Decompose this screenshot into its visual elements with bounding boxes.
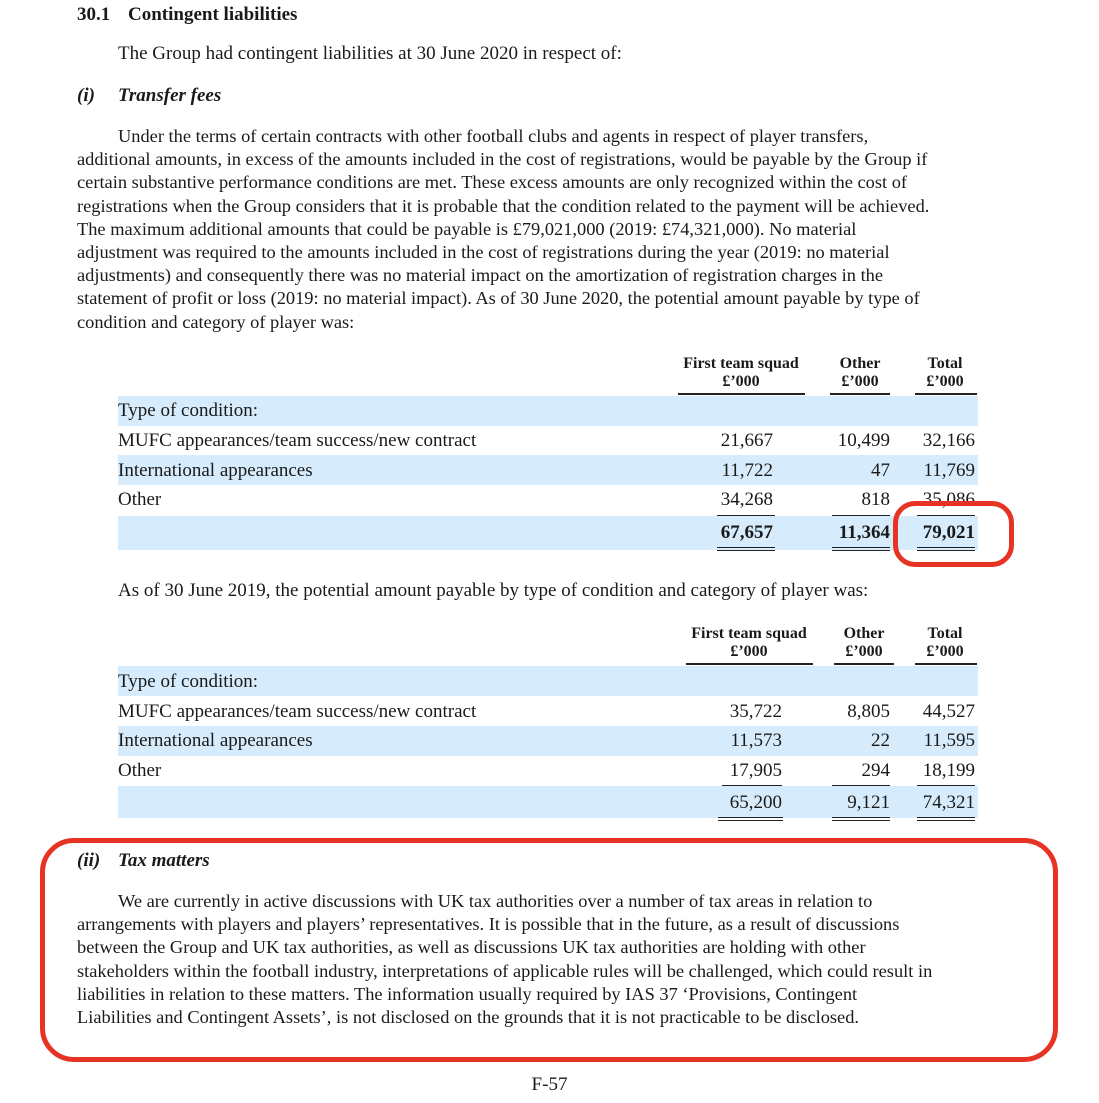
col-header-text: Total bbox=[927, 355, 963, 372]
total-other: 11,364 bbox=[838, 522, 890, 543]
cell-total: 18,199 bbox=[922, 760, 975, 781]
cell-other: 10,499 bbox=[837, 430, 890, 451]
paragraph-line: registrations when the Group considers that it is probable that the condition related to the payment will be achieved. bbox=[77, 195, 930, 216]
cell-first-team: 34,268 bbox=[720, 489, 773, 510]
header-rule bbox=[830, 393, 890, 395]
page-number: F-57 bbox=[531, 1074, 568, 1095]
paragraph-line: additional amounts, in excess of the amounts included in the cost of registrations, would be payable by the Group if bbox=[77, 149, 928, 170]
header-rule bbox=[686, 663, 813, 665]
paragraph-line: between the Group and UK tax authorities, as well as discussions UK tax authorities are holding with other bbox=[77, 937, 866, 958]
type-of-condition-label: Type of condition: bbox=[118, 400, 259, 421]
paragraph-line: condition and category of player was: bbox=[77, 311, 355, 332]
col-header-first-team bbox=[672, 355, 810, 391]
header-rule bbox=[834, 663, 894, 665]
section-title-text: Contingent liabilities bbox=[128, 4, 298, 25]
row-label: MUFC appearances/team success/new contract bbox=[118, 701, 477, 722]
sum-rule bbox=[832, 515, 890, 516]
col-header-unit: £’000 bbox=[841, 373, 879, 390]
cell-total: 32,166 bbox=[922, 430, 975, 451]
cell-other: 8,805 bbox=[847, 701, 890, 722]
paragraph-line: adjustment was required to the amounts included in the cost of registrations during the year (2019: no material bbox=[77, 242, 890, 263]
highlight-oval bbox=[893, 501, 1014, 567]
cell-other: 294 bbox=[861, 760, 890, 781]
col-header-unit: £’000 bbox=[730, 643, 768, 660]
col-header-text: First team squad bbox=[691, 625, 807, 642]
cell-other: 47 bbox=[871, 460, 890, 481]
col-header-text: First team squad bbox=[683, 355, 799, 372]
cell-total: 44,527 bbox=[922, 701, 975, 722]
header-rule bbox=[915, 393, 977, 395]
paragraph-line: certain substantive performance conditions are met. These excess amounts are only recognized within the cost of bbox=[77, 172, 908, 193]
cell-total: 11,769 bbox=[923, 460, 975, 481]
total-other: 9,121 bbox=[847, 792, 890, 813]
section-intro: The Group had contingent liabilities at 30 June 2020 in respect of: bbox=[118, 43, 622, 64]
cell-first-team: 11,722 bbox=[721, 460, 773, 481]
transfer-fees-title: Transfer fees bbox=[118, 85, 222, 106]
header-rule bbox=[678, 393, 805, 395]
paragraph-line: stakeholders within the football industry, interpretations of applicable rules will be challenged, which could result in bbox=[77, 960, 933, 981]
total-double-rule bbox=[832, 547, 890, 551]
paragraph-line: liabilities in relation to these matters. The information usually required by IAS 37 ‘Provisions, Contingent bbox=[77, 983, 858, 1004]
total-first-team: 65,200 bbox=[729, 792, 782, 813]
paragraph-line: statement of profit or loss (2019: no material impact). As of 30 June 2020, the potential amount payable by type of bbox=[77, 288, 920, 309]
total-double-rule bbox=[917, 817, 975, 821]
paragraph-line: Liabilities and Contingent Assets’, is not disclosed on the grounds that it is not practicable to be disclosed. bbox=[77, 1007, 859, 1028]
paragraph-line: The maximum additional amounts that could be payable is £79,021,000 (2019: £74,321,000). No material bbox=[77, 218, 857, 239]
col-header-other bbox=[834, 625, 894, 661]
paragraph-line: We are currently in active discussions with UK tax authorities over a number of tax areas in relation to bbox=[118, 891, 873, 911]
row-label: Other bbox=[118, 760, 162, 781]
col-header-first-team bbox=[680, 625, 818, 661]
cell-first-team: 17,905 bbox=[729, 760, 782, 781]
transfer-fees-number: (i) bbox=[77, 85, 95, 106]
total-double-rule bbox=[832, 817, 890, 821]
tax-matters-title: Tax matters bbox=[118, 850, 210, 871]
col-header-unit: £’000 bbox=[926, 643, 964, 660]
total-double-rule bbox=[717, 547, 775, 551]
row-label: International appearances bbox=[118, 460, 313, 481]
mid-text: As of 30 June 2019, the potential amount payable by type of condition and category of player was: bbox=[118, 580, 869, 601]
cell-other: 22 bbox=[871, 730, 890, 751]
section-number: 30.1 bbox=[77, 4, 111, 25]
paragraph-line: arrangements with players and players’ representatives. It is possible that in the future, as a result of discussions bbox=[77, 914, 900, 935]
paragraph-line: Under the terms of certain contracts with other football clubs and agents in respect of player transfers, bbox=[118, 126, 869, 146]
col-header-unit: £’000 bbox=[722, 373, 760, 390]
total-first-team: 67,657 bbox=[720, 522, 773, 543]
row-label: MUFC appearances/team success/new contract bbox=[118, 430, 477, 451]
transfer-fees-heading bbox=[77, 85, 221, 107]
transfer-fees-paragraph bbox=[77, 125, 1027, 334]
col-header-text: Total bbox=[927, 625, 963, 642]
cell-first-team: 21,667 bbox=[720, 430, 773, 451]
sum-rule bbox=[832, 785, 890, 786]
cell-first-team: 35,722 bbox=[729, 701, 782, 722]
cell-first-team: 11,573 bbox=[730, 730, 782, 751]
row-label: International appearances bbox=[118, 730, 313, 751]
tax-matters-number: (ii) bbox=[77, 850, 101, 871]
total-grand: 79,021 bbox=[922, 522, 975, 543]
sum-rule bbox=[717, 515, 775, 516]
paragraph-line: adjustments) and consequently there was no material impact on the amortization of registration charges in the bbox=[77, 265, 884, 286]
row-label: Other bbox=[118, 489, 162, 510]
sum-rule bbox=[917, 785, 975, 786]
col-header-total bbox=[915, 355, 975, 391]
sum-rule bbox=[722, 785, 782, 786]
highlight-box bbox=[40, 838, 1058, 1062]
col-header-unit: £’000 bbox=[926, 373, 964, 390]
cell-total: 11,595 bbox=[923, 730, 975, 751]
section-title bbox=[77, 4, 297, 26]
col-header-other bbox=[830, 355, 890, 391]
header-rule bbox=[915, 663, 977, 665]
col-header-total bbox=[915, 625, 975, 661]
total-double-rule bbox=[718, 817, 783, 821]
col-header-text: Other bbox=[843, 625, 885, 642]
col-header-text: Other bbox=[839, 355, 881, 372]
col-header-unit: £’000 bbox=[845, 643, 883, 660]
cell-other: 818 bbox=[861, 489, 890, 510]
cell-total: 35,086 bbox=[922, 489, 975, 510]
type-of-condition-label: Type of condition: bbox=[118, 671, 259, 692]
total-grand: 74,321 bbox=[922, 792, 975, 813]
